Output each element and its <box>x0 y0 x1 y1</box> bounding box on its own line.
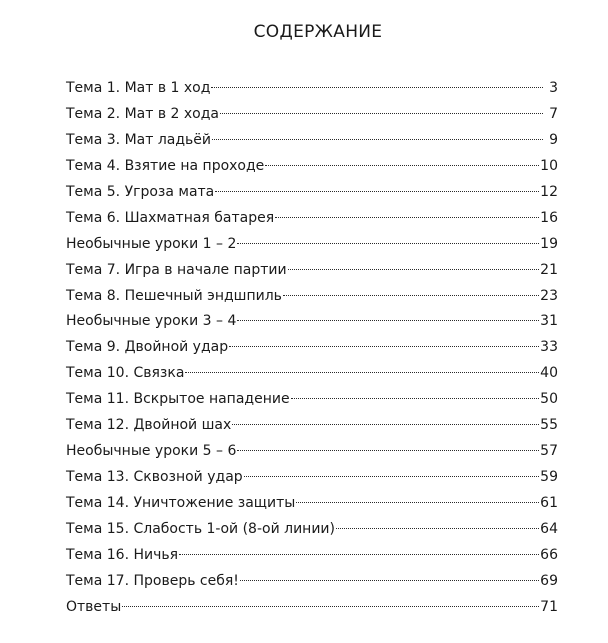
dot-leader <box>212 139 543 140</box>
dot-leader <box>122 606 539 607</box>
toc-entry-title: Ответы <box>66 598 122 615</box>
dot-leader <box>244 476 540 477</box>
toc-entry-page-number: 40 <box>540 365 558 382</box>
dot-leader <box>265 165 539 166</box>
dot-leader <box>185 372 539 373</box>
toc-entry-page-number: 61 <box>540 495 558 511</box>
toc-entry-page-number: 21 <box>540 261 558 278</box>
toc-entry-page-number: 59 <box>540 469 558 486</box>
toc-entry <box>66 154 558 180</box>
dot-leader <box>291 398 540 399</box>
page-title: СОДЕРЖАНИЕ <box>253 22 383 42</box>
dot-leader <box>215 191 539 192</box>
toc-entry-page-number: 50 <box>540 391 558 408</box>
toc-entry-page-number: 64 <box>540 520 558 537</box>
toc-entry-page-number: 71 <box>540 598 558 615</box>
toc-entry-title: Тема 8. Пешечный эндшпиль <box>66 287 282 304</box>
toc-entry-page-number: 57 <box>540 443 558 460</box>
toc-entry-title: Тема 3. Мат ладьёй <box>66 131 211 148</box>
dot-leader <box>283 295 539 296</box>
toc-entry-page-number: 16 <box>540 209 558 226</box>
toc-entry-page-number: 69 <box>540 572 558 589</box>
toc-entry <box>66 569 558 595</box>
toc-entry-page-number: 9 <box>549 131 558 148</box>
toc-entry <box>66 517 558 543</box>
dot-leader <box>240 580 539 581</box>
toc-entry-title: Тема 7. Игра в начале партии <box>66 261 287 278</box>
toc-entry-title: Тема 10. Связка <box>66 365 185 382</box>
toc-entry <box>66 309 558 335</box>
dot-leader <box>288 269 540 270</box>
toc-entry-title: Тема 16. Ничья <box>66 546 179 563</box>
dot-leader <box>336 528 539 529</box>
toc-entry <box>66 76 558 102</box>
toc-entry-title: Тема 11. Вскрытое нападение <box>66 391 290 408</box>
dot-leader <box>296 502 539 503</box>
toc-entry-title: Тема 9. Двойной удар <box>66 339 229 356</box>
dot-leader <box>237 243 539 244</box>
dot-leader <box>220 113 543 114</box>
toc-entry <box>66 595 558 621</box>
toc-entry-title: Тема 15. Слабость 1-ой (8-ой линии) <box>66 520 335 537</box>
dot-leader <box>237 450 539 451</box>
toc-entry <box>66 206 558 232</box>
toc-entry <box>66 465 558 491</box>
toc-entry-page-number: 55 <box>540 417 558 434</box>
toc-entry-page-number: 7 <box>549 105 558 122</box>
toc-entry-title: Необычные уроки 5 – 6 <box>66 443 237 460</box>
toc-entry <box>66 180 558 206</box>
toc-entry <box>66 284 558 310</box>
toc-entry-page-number: 33 <box>540 339 558 356</box>
toc-entry <box>66 335 558 361</box>
toc-entry-title: Тема 2. Мат в 2 хода <box>66 105 219 122</box>
toc-entry-title: Тема 14. Уничтожение защиты <box>66 495 296 511</box>
toc-list <box>66 76 558 621</box>
dot-leader <box>211 87 543 88</box>
toc-entry <box>66 128 558 154</box>
toc-entry-title: Тема 4. Взятие на проходе <box>66 157 265 174</box>
toc-entry <box>66 232 558 258</box>
dot-leader <box>237 320 539 321</box>
toc-entry <box>66 258 558 284</box>
toc-entry-page-number: 3 <box>549 80 558 96</box>
toc-entry-page-number: 12 <box>540 183 558 200</box>
toc-entry-title: Тема 5. Угроза мата <box>66 183 215 200</box>
toc-entry <box>66 413 558 439</box>
toc-entry-title: Тема 17. Проверь себя! <box>66 572 239 589</box>
toc-entry-title: Тема 13. Сквозной удар <box>66 469 243 486</box>
toc-entry <box>66 491 558 517</box>
dot-leader <box>229 346 539 347</box>
toc-entry-page-number: 31 <box>540 313 558 330</box>
toc-entry-title: Тема 1. Мат в 1 ход <box>66 80 211 96</box>
toc-entry-title: Тема 12. Двойной шах <box>66 417 232 434</box>
toc-entry <box>66 543 558 569</box>
toc-entry-page-number: 10 <box>540 157 558 174</box>
toc-entry-title: Тема 6. Шахматная батарея <box>66 209 275 226</box>
dot-leader <box>275 217 539 218</box>
toc-entry-page-number: 66 <box>540 546 558 563</box>
toc-entry <box>66 387 558 413</box>
toc-entry <box>66 361 558 387</box>
toc-entry <box>66 102 558 128</box>
dot-leader <box>179 554 539 555</box>
toc-entry <box>66 439 558 465</box>
toc-entry-title: Необычные уроки 3 – 4 <box>66 313 237 330</box>
toc-entry-page-number: 23 <box>540 287 558 304</box>
dot-leader <box>232 424 539 425</box>
toc-entry-title: Необычные уроки 1 – 2 <box>66 235 237 252</box>
toc-entry-page-number: 19 <box>540 235 558 252</box>
